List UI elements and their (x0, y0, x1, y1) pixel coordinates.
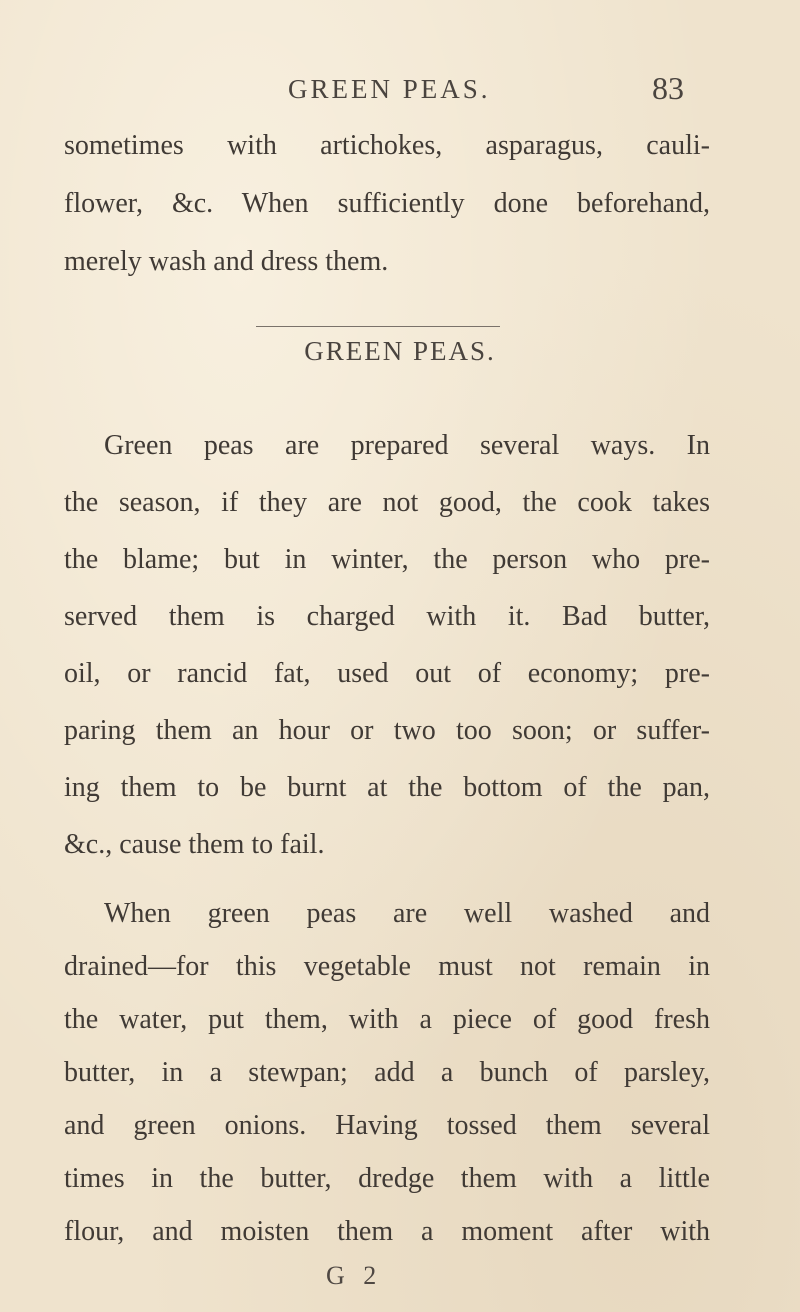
section-heading: GREEN PEAS. (304, 336, 496, 366)
body-line: ing them to be burnt at the bottom of the pan, (64, 772, 710, 803)
body-line: flower, &c. When sufficiently done beforehand, (64, 188, 710, 219)
body-line: drained—for this vegetable must not remain in (64, 951, 710, 982)
body-line: the season, if they are not good, the cook takes (64, 487, 710, 518)
body-line: the blame; but in winter, the person who pre- (64, 544, 710, 575)
running-head (0, 70, 800, 110)
body-line: butter, in a stewpan; add a bunch of parsley, (64, 1057, 710, 1088)
page-number: 83 (652, 70, 684, 106)
signature-mark: G 2 (326, 1261, 383, 1290)
body-line: paring them an hour or two too soon; or suffer- (64, 715, 710, 746)
body-line: When green peas are well washed and (104, 898, 710, 929)
body-line: &c., cause them to fail. (64, 829, 325, 860)
body-line: oil, or rancid fat, used out of economy; pre- (64, 658, 710, 689)
body-line: sometimes with artichokes, asparagus, cauli- (64, 130, 710, 161)
body-line: merely wash and dress them. (64, 246, 389, 277)
body-line: flour, and moisten them a moment after with (64, 1216, 710, 1247)
body-line: Green peas are prepared several ways. In (104, 430, 710, 461)
body-line: times in the butter, dredge them with a little (64, 1163, 710, 1194)
body-line: served them is charged with it. Bad butter, (64, 601, 710, 632)
running-title: GREEN PEAS. (288, 74, 491, 104)
section-divider (256, 326, 500, 327)
body-line: the water, put them, with a piece of good fresh (64, 1004, 710, 1035)
body-line: and green onions. Having tossed them several (64, 1110, 710, 1141)
